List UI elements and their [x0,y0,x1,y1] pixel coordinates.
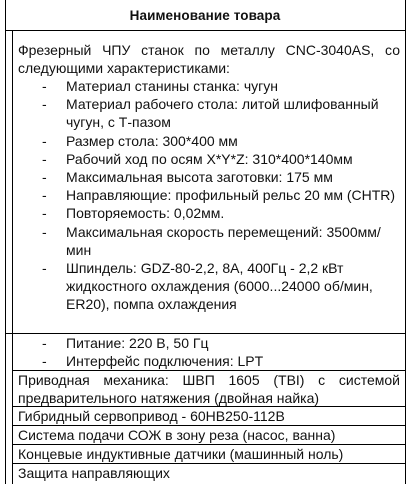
header-divider [5,30,406,31]
list-item: - Направляющие: профильный рельс 20 мм (CHTR) [42,187,396,204]
list-item: - Максимальная высота заготовки: 175 мм [42,169,333,186]
list-item: - Питание: 220 В, 50 Гц [42,335,209,351]
list-item: - Шпиндель: GDZ-80-2,2, 8А, 400Гц - 2,2 кВт жидкостного охлаждения (6000...24000 об/мин, ER20), помпа охлаждения [42,260,373,313]
spec-list-continued [18,334,400,370]
list-item: - Повторяемость: 0,02мм. [42,205,225,222]
table-row: Система подачи СОЖ в зону реза (насос, ванна) [18,427,336,443]
table-row: Гибридный сервопривод - 60HB250-112B [18,408,285,424]
table-border-left [5,0,6,484]
list-item: - Рабочий ход по осям X*Y*Z: 310*400*140мм [42,150,353,167]
list-item: - Материал станины станка: чугун [42,78,278,94]
table-header: Наименование товара [129,8,281,23]
list-item: - Размер стола: 300*400 мм [42,132,238,149]
list-item: - Материал рабочего стола: литой шлифованный чугун, с Т-пазом [42,96,379,131]
table-inner-border-left [12,30,13,484]
table-row: Приводная механика: ШВП 1605 (TBI) с системой предварительного натяжения (двойная найка) [18,372,400,407]
table-row: Защита направляющих [18,465,170,481]
spec-list [18,77,400,314]
table-border-right [405,0,406,484]
table-row: Концевые индуктивные датчики (машинный ноль) [18,446,344,462]
product-description: Фрезерный ЧПУ станок по металлу CNC-3040AS, со следующими характеристиками: [18,42,400,77]
list-item: - Максимальная скорость перемещений: 3500мм/мин [42,223,381,258]
list-item: - Интерфейс подключения: LPT [42,353,264,370]
